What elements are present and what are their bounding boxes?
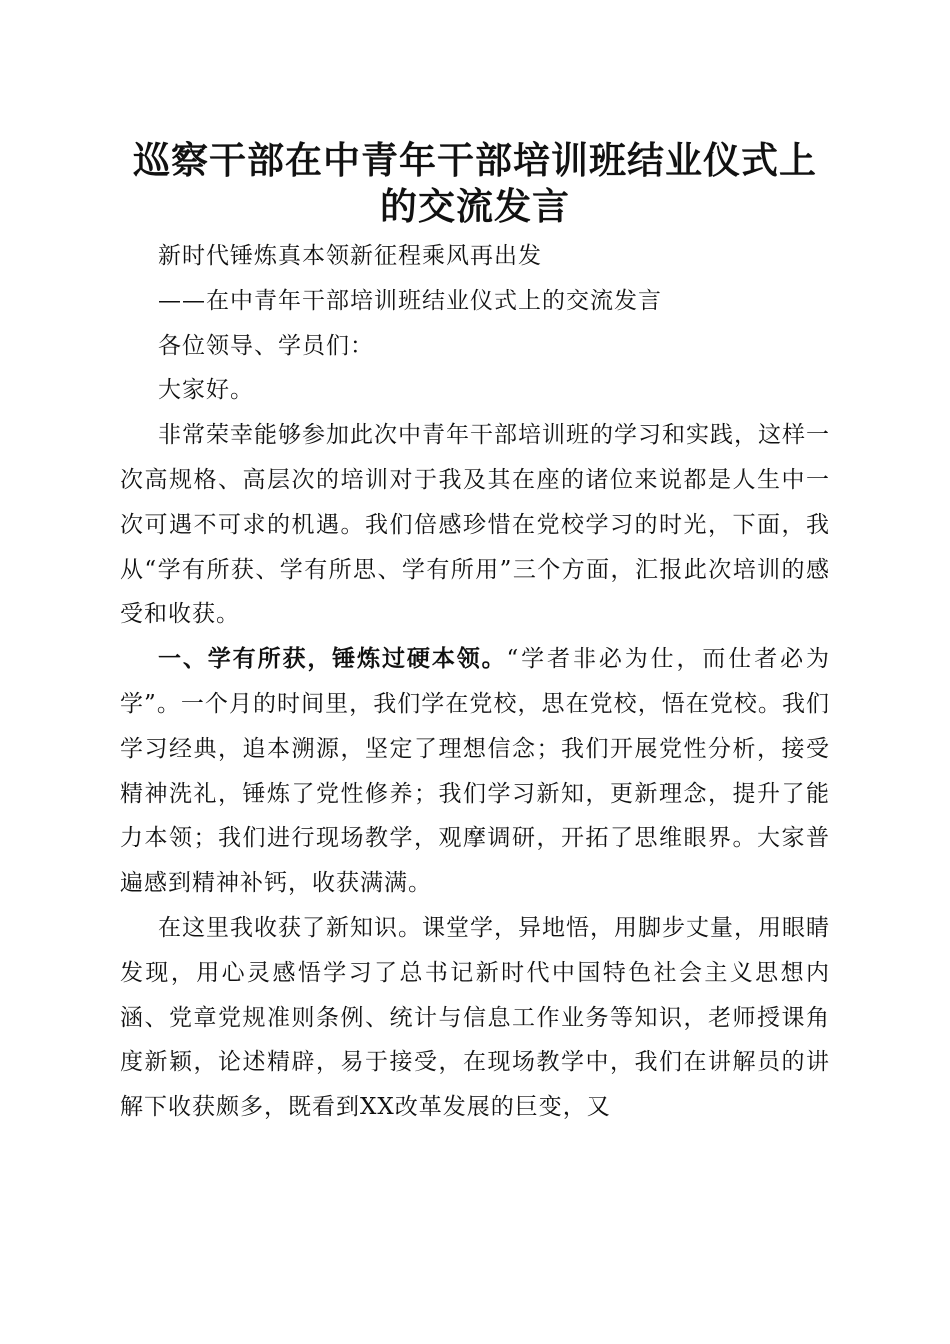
greeting: 大家好。 (158, 377, 254, 404)
subtitle-line-2: ——在中青年干部培训班结业仪式上的交流发言 (158, 287, 662, 314)
paragraph-intro: 非常荣幸能够参加此次中青年干部培训班的学习和实践，这样一次高规格、高层次的培训对于我及其在座的诸位来说都是人生中一次可遇不可求的机遇。我们倍感珍惜在党校学习的时光，下面，我从“学有所获、学有所思、学有所用”三个方面，汇报此次培训的感受和收获。 (120, 422, 830, 628)
subtitle: 新时代锤炼真本领新征程乘风再出发 (158, 243, 542, 269)
document-page (120, 138, 830, 1130)
paragraph-new-knowledge: 在这里我收获了新知识。课堂学，异地悟，用脚步丈量，用眼睛发现，用心灵感悟学习了总书记新时代中国特色社会主义思想内涵、党章党规准则条例、统计与信息工作业务等知识，老师授课角度新颖，论述精辟，易于接受，在现场教学中，我们在讲解员的讲解下收获颇多，既看到XX改革发展的巨变，又 (120, 914, 830, 1121)
section-1-paragraph (120, 637, 830, 906)
document-title: 巡察干部在中青年干部培训班结业仪式上的交流发言 (133, 139, 817, 228)
section-1-heading: 一、学有所获，锤炼过硬本领。 (158, 646, 507, 673)
section-1-text: “学者非必为仕，而仕者必为学”。一个月的时间里，我们学在党校，思在党校，悟在党校。我们学习经典，追本溯源，坚定了理想信念；我们开展党性分析，接受精神洗礼，锤炼了党性修养；我们学习新知，更新理念，提升了能力本领；我们进行现场教学，观摩调研，开拓了思维眼界。大家普遍感到精神补钙，收获满满。 (120, 646, 830, 897)
salutation: 各位领导、学员们： (158, 332, 374, 359)
